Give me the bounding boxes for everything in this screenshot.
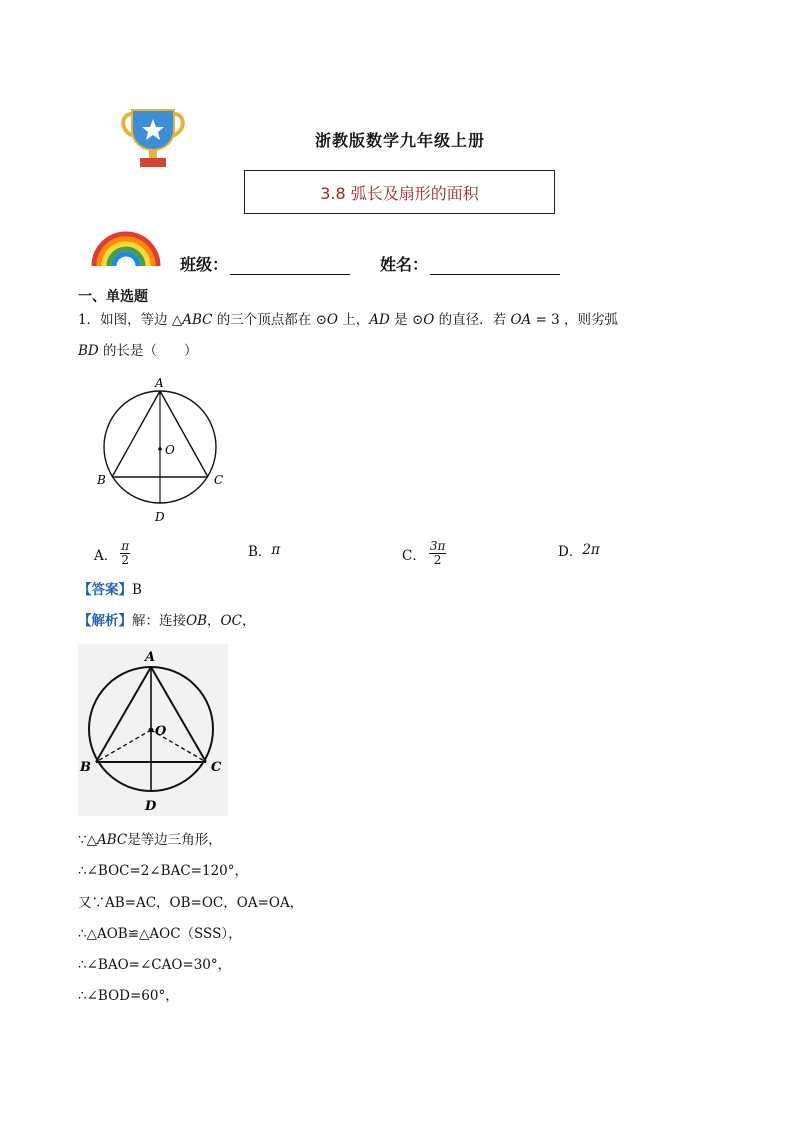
point-label-a: A (155, 376, 164, 390)
point-label-d: D (155, 510, 165, 524)
option-c[interactable]: C． $\frac{3\pi}{2}$ (402, 539, 446, 567)
solution-figure (78, 644, 228, 816)
option-b[interactable]: B． π (248, 542, 281, 560)
name-input[interactable] (430, 256, 560, 275)
point-label-o: O (155, 724, 167, 739)
point-label-b: B (97, 473, 106, 487)
solution-step-5: ∴∠BAO=∠CAO=30°， (78, 957, 232, 973)
solution-step-6: ∴∠BOD=60°， (78, 988, 179, 1004)
question-line-2: BD 的长是（ ） (78, 343, 198, 359)
option-a[interactable]: A． $\frac{\pi}{2}$ (94, 539, 130, 567)
name-label: 姓名： (380, 255, 429, 274)
solution-step-1: ∵△ABC是等边三角形， (78, 832, 222, 848)
question-line-1: 1．如图，等边 △ABC 的三个顶点都在 ⊙O 上，AD 是 ⊙O 的直径．若 OA = 3 ，则劣弧 (78, 312, 619, 328)
answer-line (78, 580, 142, 600)
point-label-c: C (211, 760, 222, 775)
lesson-subtitle: 3.8 弧长及扇形的面积 (320, 183, 479, 203)
analysis-line: 【解析】解：连接OB，OC， (78, 613, 256, 629)
point-label-b: B (80, 760, 91, 775)
question-figure (90, 376, 240, 526)
point-label-a: A (145, 650, 156, 665)
solution-step-3: 又∵AB=AC，OB=OC，OA=OA， (78, 895, 304, 911)
point-label-c: C (214, 473, 224, 487)
answer-value: B (132, 582, 142, 598)
point-label-d: D (145, 799, 157, 814)
subtitle-box (244, 170, 555, 214)
analysis-label: 【解析】 (78, 613, 132, 629)
rainbow-icon (90, 226, 162, 268)
class-label: 班级： (180, 255, 229, 274)
section-heading: 一、单选题 (78, 289, 148, 305)
solution-step-2: ∴∠BOC=2∠BAC=120°， (78, 863, 249, 879)
option-d[interactable]: D． 2π (558, 542, 600, 560)
class-input[interactable] (230, 256, 350, 275)
page-title: 浙教版数学九年级上册 (314, 131, 485, 150)
answer-label: 【答案】 (78, 582, 132, 598)
point-label-o: O (165, 443, 175, 457)
trophy-icon (118, 108, 188, 170)
solution-step-4: ∴△AOB≌△AOC（SSS）， (78, 926, 242, 942)
student-info-row (180, 252, 560, 275)
